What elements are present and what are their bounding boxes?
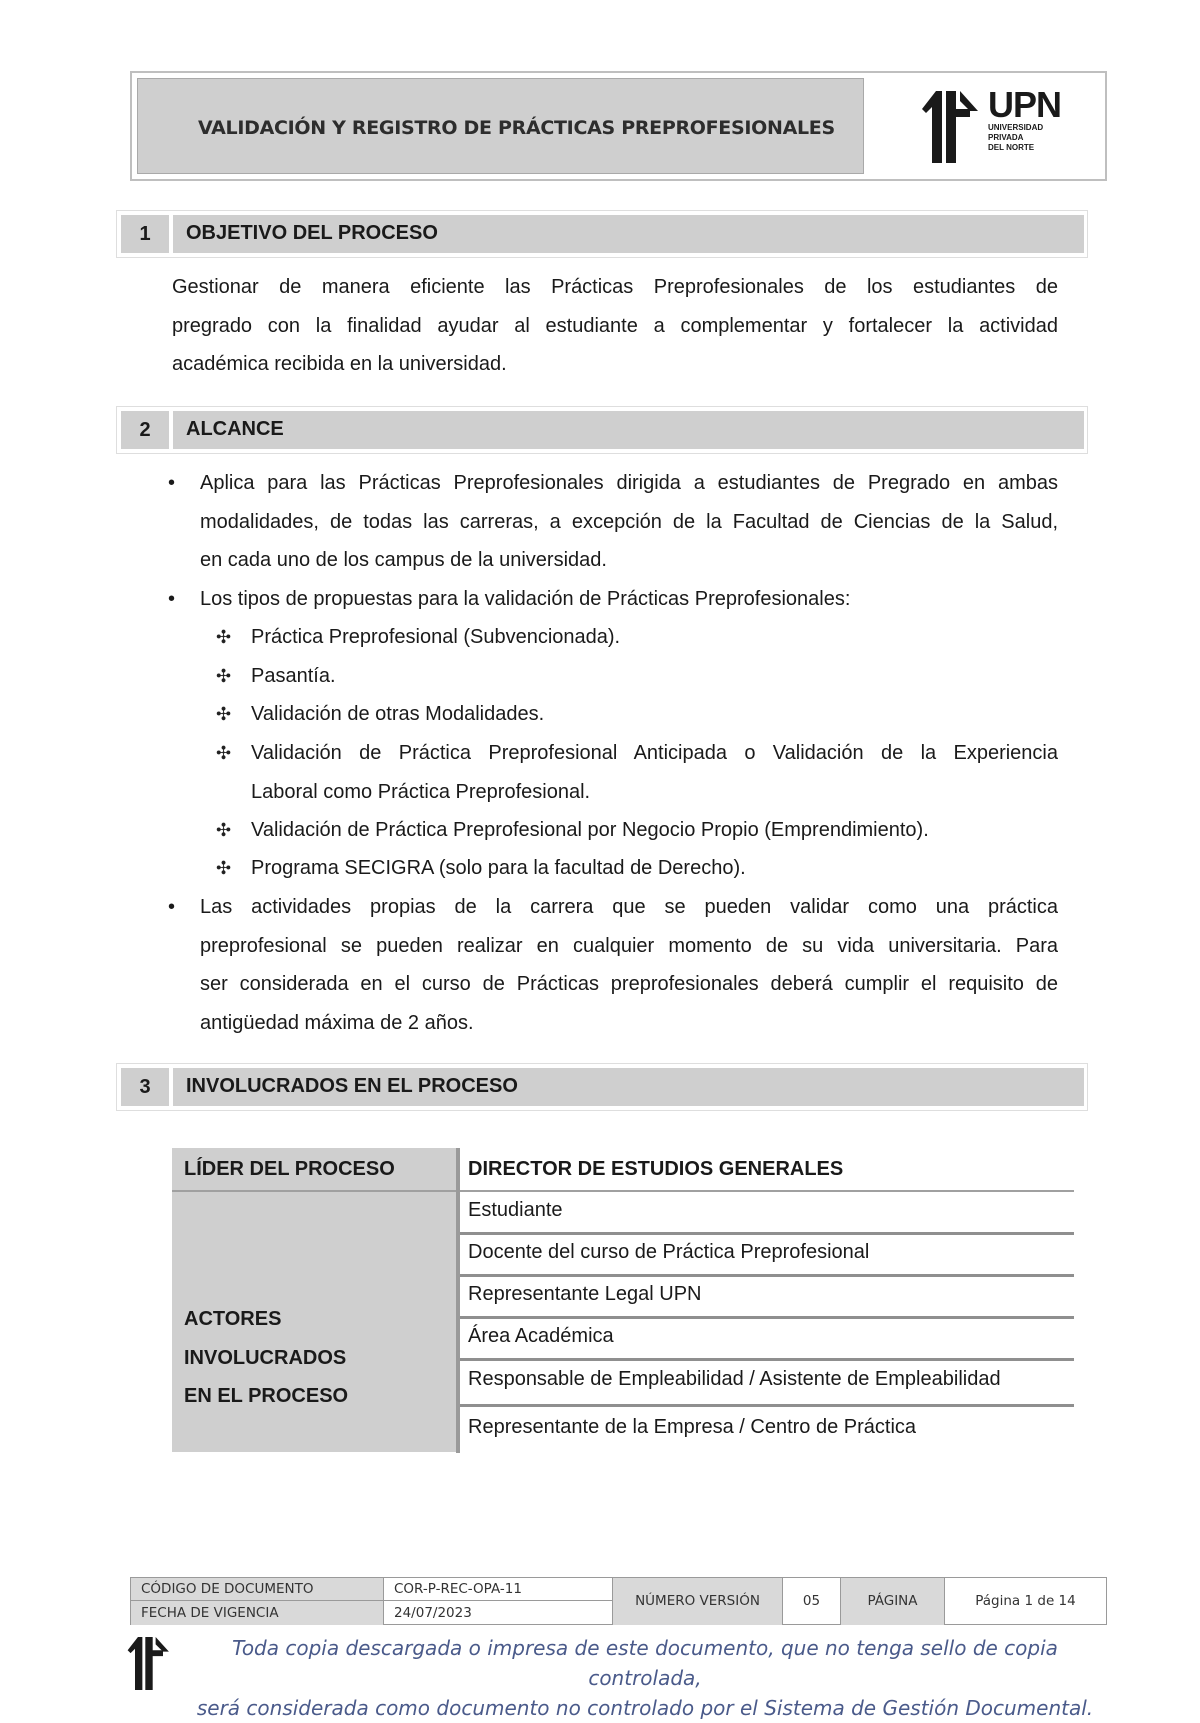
version-label: NÚMERO VERSIÓN [613,1578,783,1625]
diamond-bullet-icon: ✣ [216,666,232,686]
actor-row: Representante de la Empresa / Centro de Práctica [468,1416,917,1438]
paragraph-line: académica recibida en la universidad. [172,353,507,375]
roles-table [172,1148,1074,1453]
bullet-dot: • [168,588,176,610]
actor-row: Representante Legal UPN [468,1283,702,1305]
leader-value: DIRECTOR DE ESTUDIOS GENERALES [468,1158,844,1180]
bullet-line: Aplica para las Prácticas Preprofesionales dirigida a estudiantes de Pregrado en ambas [200,472,1058,494]
paragraph-line: Gestionar de manera eficiente las Prácticas Preprofesionales de los estudiantes de [172,276,1058,298]
document-header [130,71,1107,181]
logo-line: UNIVERSIDAD [988,123,1044,132]
bullet-line: ser considerada en el curso de Prácticas preprofesionales deberá cumplir el requisito de [200,973,1058,995]
section-title: OBJETIVO DEL PROCESO [173,215,1084,253]
proposal-item [251,734,1058,811]
upn-logo [920,84,1100,167]
section-title: INVOLUCRADOS EN EL PROCESO [173,1068,1084,1106]
actors-label-cell [172,1192,457,1452]
code-label: CÓDIGO DE DOCUMENTO [131,1578,384,1601]
paragraph-line: pregrado con la finalidad ayudar al estudiante a complementar y fortalecer la actividad [172,314,1058,337]
row-divider [460,1404,1074,1407]
logo-line: PRIVADA [988,133,1024,142]
actors-label-line: INVOLUCRADOS [184,1346,347,1369]
actor-row: Responsable de Empleabilidad / Asistente de Empleabilidad [468,1368,1001,1390]
proposal-line: Laboral como Práctica Preprofesional. [251,780,591,803]
date-label: FECHA DE VIGENCIA [131,1601,384,1625]
proposal-line: Validación de Práctica Preprofesional Anticipada o Validación de la Experiencia [251,742,1058,764]
bullet-line: preprofesional se pueden realizar en cualquier momento de su vida universitaria. Para [200,934,1058,957]
section-title: ALCANCE [173,411,1084,449]
document-title: VALIDACIÓN Y REGISTRO DE PRÁCTICAS PREPROFESIONALES [198,117,835,139]
section-number: 1 [121,215,169,253]
bullet-line: antigüedad máxima de 2 años. [200,1011,474,1034]
document-control-table [130,1577,1107,1625]
code-value: COR-P-REC-OPA-11 [384,1578,613,1601]
scope-bullet-1 [200,464,1058,580]
logo-word: UPN [988,84,1062,125]
diamond-bullet-icon: ✣ [216,743,232,763]
scope-bullet-3 [200,888,1058,1042]
upn-logo-text [988,84,1062,153]
page-label: PÁGINA [841,1578,945,1625]
logo-line: DEL NORTE [988,143,1035,152]
actors-label [184,1300,348,1416]
actors-label-line: EN EL PROCESO [184,1385,349,1407]
proposal-item: Práctica Preprofesional (Subvencionada). [251,626,621,648]
row-divider [460,1274,1074,1277]
scope-bullet-2: Los tipos de propuestas para la validación de Prácticas Preprofesionales: [200,588,851,610]
upn-footer-logo-icon [124,1634,174,1690]
upn-logo-icon [920,87,982,163]
disclaimer-line: será considerada como documento no controlado por el Sistema de Gestión Documental. [196,1696,1094,1720]
section-header-objective [116,210,1088,258]
proposal-item: Pasantía. [251,665,336,687]
section-number: 2 [121,411,169,449]
row-divider [460,1232,1074,1235]
actor-row: Estudiante [468,1199,563,1221]
actor-row: Área Académica [468,1325,614,1347]
controlled-copy-disclaimer [190,1633,1100,1723]
bullet-line: modalidades, de todas las carreras, a excepción de la Facultad de Ciencias de la Salud, [200,510,1058,533]
actors-label-line: ACTORES [184,1308,282,1330]
row-divider [460,1316,1074,1319]
date-value: 24/07/2023 [384,1601,613,1625]
bullet-line: Las actividades propias de la carrera que se pueden validar como una práctica [200,896,1058,918]
diamond-bullet-icon: ✣ [216,820,232,840]
section-number: 3 [121,1068,169,1106]
diamond-bullet-icon: ✣ [216,627,232,647]
proposal-item: Validación de otras Modalidades. [251,703,545,725]
bullet-dot: • [168,896,176,918]
diamond-bullet-icon: ✣ [216,704,232,724]
header-title-box [137,78,864,174]
section-header-involved [116,1063,1088,1111]
proposal-item: Validación de Práctica Preprofesional por Negocio Propio (Emprendimiento). [251,819,929,841]
page-value: Página 1 de 14 [975,1593,1076,1609]
disclaimer-line: Toda copia descargada o impresa de este documento, que no tenga sello de copia controlada, [232,1636,1058,1690]
bullet-dot: • [168,472,176,494]
objective-paragraph [172,268,1058,384]
actor-row: Docente del curso de Práctica Preprofesional [468,1241,870,1263]
diamond-bullet-icon: ✣ [216,858,232,878]
row-divider [460,1358,1074,1361]
proposal-item: Programa SECIGRA (solo para la facultad de Derecho). [251,857,746,879]
version-value: 05 [783,1578,841,1625]
leader-label: LÍDER DEL PROCESO [172,1148,457,1190]
section-header-scope [116,406,1088,454]
bullet-line: en cada uno de los campus de la universidad. [200,549,607,571]
